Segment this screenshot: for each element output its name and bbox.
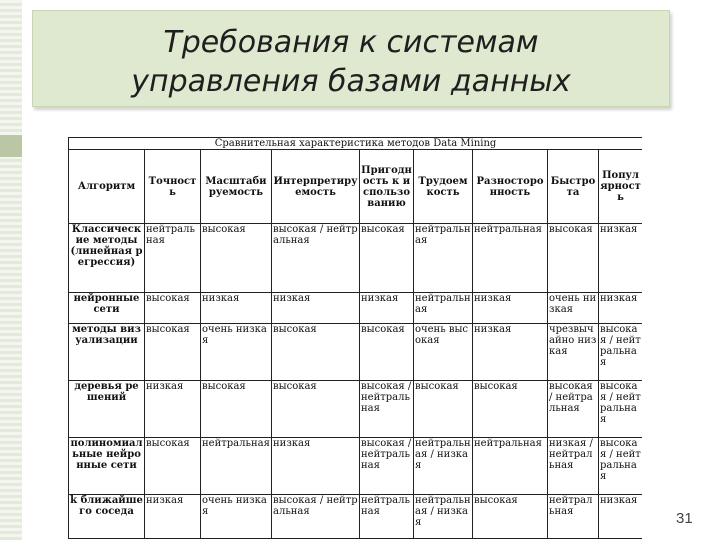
column-header-versatility: Разносторонность [473,150,548,224]
row-header-algorithm: нейронные сети [69,293,145,324]
table-cell: нейтральная [201,438,272,495]
table-cell: низкая [473,293,548,324]
table-cell: низкая [272,293,360,324]
table-row [69,381,643,438]
table-cell: нейтральная [414,293,473,324]
table-cell: высокая / нейтральная [548,381,599,438]
column-header-interpretability: Интерпретируемость [272,150,360,224]
row-header-algorithm: методы визуализации [69,324,145,381]
table-cell: высокая [473,495,548,539]
table-cell: низкая [145,381,201,438]
table-cell: высокая [360,224,414,293]
table-row [69,495,643,539]
side-decoration-bar [0,0,22,540]
column-header-speed: Быстрота [548,150,599,224]
table-caption: Сравнительная характеристика методов Data Mining [69,138,643,150]
table-cell: нейтральная / низкая [414,438,473,495]
row-header-algorithm: полиномиальные нейронные сети [69,438,145,495]
column-header-algorithm: Алгоритм [69,150,145,224]
table-cell: нейтральная [473,438,548,495]
table-cell: нейтральная [360,495,414,539]
table-cell: высокая [145,324,201,381]
table-cell: высокая [145,438,201,495]
column-header-accuracy: Точность [145,150,201,224]
table-cell: высокая [201,224,272,293]
table-cell: высокая [145,293,201,324]
table-cell: низкая [360,293,414,324]
row-header-algorithm: деревья решений [69,381,145,438]
table-cell: очень высокая [414,324,473,381]
page-number: 31 [676,510,693,527]
table-cell: высокая / нейтральная [599,324,643,381]
table-cell: нейтральная [548,495,599,539]
table-cell: низкая [599,495,643,539]
table-row [69,293,643,324]
column-header-scalability: Масштабируемость [201,150,272,224]
table-row [69,324,643,381]
comparison-table [68,137,642,539]
table-cell: высокая [360,324,414,381]
table-cell: высокая [272,324,360,381]
table-cell: низкая [599,224,643,293]
table-cell: высокая [272,381,360,438]
table-cell: высокая / нейтральная [272,224,360,293]
table-cell: высокая / нейтральная [272,495,360,539]
table-cell: нейтральная / низкая [414,495,473,539]
table-cell: высокая [201,381,272,438]
table-cell: низкая [201,293,272,324]
column-header-usability: Пригодность к использованию [360,150,414,224]
table-cell: очень низкая [201,495,272,539]
table-row [69,224,643,293]
table-cell: высокая [414,381,473,438]
side-decoration-accent [0,135,22,157]
row-header-algorithm: k ближайшего соседа [69,495,145,539]
table-cell: низкая [473,324,548,381]
table-cell: очень низкая [548,293,599,324]
table-cell: низкая [599,293,643,324]
slide-title [33,11,669,101]
table-cell: очень низкая [201,324,272,381]
table-cell: нейтральная [414,224,473,293]
column-header-effort: Трудоемкость [414,150,473,224]
title-banner [32,10,670,107]
table-cell: низкая [272,438,360,495]
table-row [69,438,643,495]
row-header-algorithm: Классические методы (линейная регрессия) [69,224,145,293]
table-cell: высокая / нейтральная [599,381,643,438]
table-cell: низкая [145,495,201,539]
comparison-table-region [68,137,642,540]
table-cell: чрезвычайно низкая [548,324,599,381]
table-cell: высокая / нейтральная [360,438,414,495]
column-header-popularity: Популярность [599,150,643,224]
table-cell: низкая / нейтральная [548,438,599,495]
table-cell: нейтральная [145,224,201,293]
slide-title-line-1: Требования к системам [163,25,539,60]
table-cell: нейтральная [473,224,548,293]
table-cell: высокая / нейтральная [360,381,414,438]
table-cell: высокая [548,224,599,293]
slide-title-line-2: управления базами данных [131,64,571,99]
table-cell: высокая [473,381,548,438]
table-cell: высокая / нейтральная [599,438,643,495]
